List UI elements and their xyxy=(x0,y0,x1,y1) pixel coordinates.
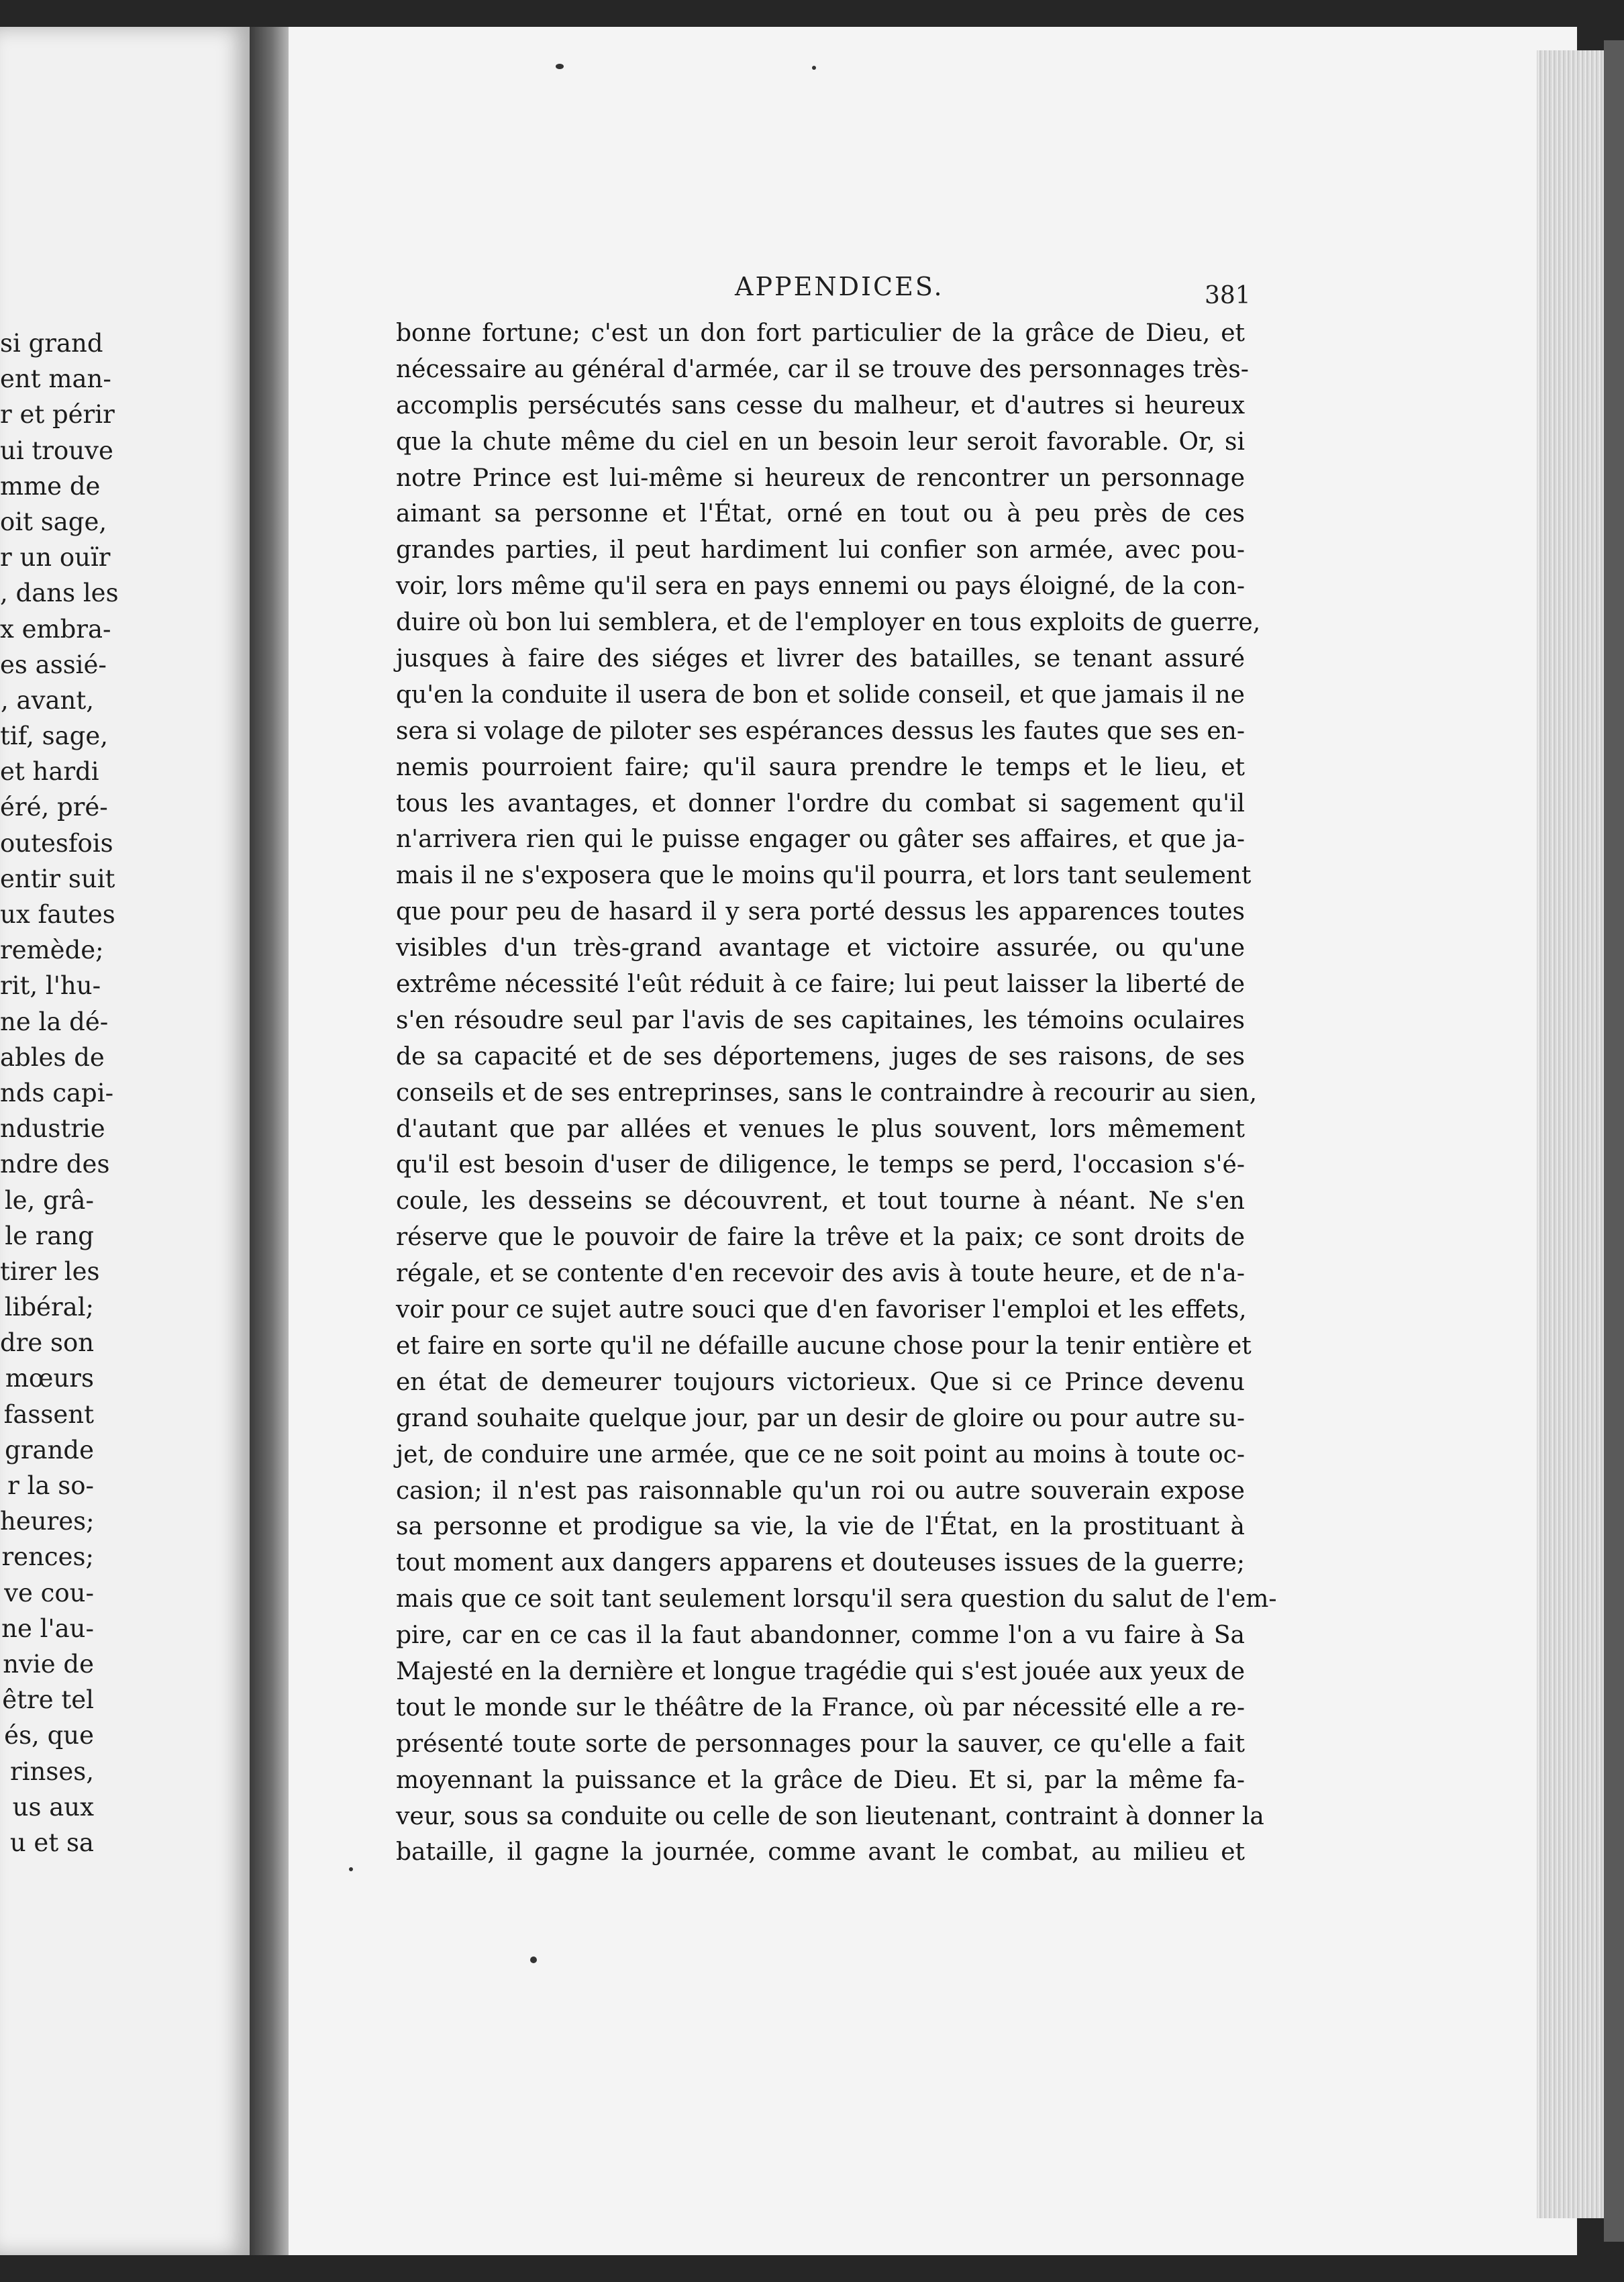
page-edges xyxy=(1537,50,1604,2218)
text-line: mais que ce soit tant seulement lorsqu'il sera question du salut de l'em- xyxy=(396,1585,1277,1614)
text-line: notre Prince est lui-même si heureux de rencontrer un personnage xyxy=(396,464,1245,492)
left-page-line: le, grâ- xyxy=(4,1185,94,1215)
left-page-line: éré, pré- xyxy=(0,793,108,822)
left-page-line: entir suit xyxy=(0,864,115,893)
left-page-line: us aux xyxy=(12,1792,94,1822)
text-line: que la chute même du ciel en un besoin leur seroit favorable. Or, si xyxy=(396,428,1245,456)
left-page-line: r un ouïr xyxy=(0,543,111,573)
text-line: jusques à faire des siéges et livrer des batailles, se tenant assuré xyxy=(396,645,1245,673)
text-line: nemis pourroient faire; qu'il saura prendre le temps et le lieu, et xyxy=(396,753,1245,781)
text-line: qu'en la conduite il usera de bon et solide conseil, et que jamais il ne xyxy=(396,681,1245,709)
text-line: en état de demeurer toujours victorieux. Que si ce Prince devenu xyxy=(396,1368,1245,1396)
text-line: de sa capacité et de ses déportemens, juges de ses raisons, de ses xyxy=(396,1042,1245,1071)
left-page-line: ne l'au- xyxy=(1,1614,94,1643)
left-page-line: le rang xyxy=(5,1221,94,1250)
left-page-line: dre son xyxy=(0,1328,95,1358)
left-page-line: r et périr xyxy=(0,400,115,430)
left-page-line: rinses, xyxy=(10,1756,94,1786)
text-line: tout le monde sur le théâtre de la France, où par nécessité elle a re- xyxy=(396,1693,1245,1722)
edge-shadow xyxy=(1604,40,1624,2242)
text-line: d'autant que par allées et venues le plus souvent, lors mêmement xyxy=(396,1115,1245,1143)
text-line: Majesté en la dernière et longue tragédie qui s'est jouée aux yeux de xyxy=(396,1657,1245,1685)
text-line: tout moment aux dangers apparens et douteuses issues de la guerre; xyxy=(396,1549,1245,1577)
text-line: qu'il est besoin d'user de diligence, le temps se perd, l'occasion s'é- xyxy=(396,1151,1245,1179)
left-page-line: mme de xyxy=(0,471,101,501)
ink-speck xyxy=(530,1956,537,1963)
text-line: conseils et de ses entreprinses, sans le contraindre à recourir au sien, xyxy=(396,1079,1258,1107)
text-line: mais il ne s'exposera que le moins qu'il pourra, et lors tant seulement xyxy=(396,862,1252,890)
text-line: duire où bon lui semblera, et de l'employer en tous exploits de guerre, xyxy=(396,609,1261,637)
left-page-line: ables de xyxy=(0,1042,105,1072)
left-page-line: ndre des xyxy=(0,1150,110,1179)
left-page-line: fassent xyxy=(3,1399,94,1429)
text-line: casion; il n'est pas raisonnable qu'un roi ou autre souverain expose xyxy=(396,1477,1245,1505)
running-head: APPENDICES. xyxy=(735,272,944,301)
text-line: voir pour ce sujet autre souci que d'en favoriser l'emploi et les effets, xyxy=(396,1296,1247,1324)
text-line: s'en résoudre seul par l'avis de ses capitaines, les témoins oculaires xyxy=(396,1006,1245,1034)
text-line: et faire en sorte qu'il ne défaille aucune chose pour la tenir entière et xyxy=(396,1332,1252,1360)
text-line: aimant sa personne et l'État, orné en tout ou à peu près de ces xyxy=(396,500,1245,528)
left-page-line: ent man- xyxy=(0,364,111,394)
left-page-text xyxy=(0,326,119,1861)
left-page-line: nvie de xyxy=(3,1649,94,1679)
text-line: que pour peu de hasard il y sera porté dessus les apparences toutes xyxy=(396,898,1245,926)
left-page-line: ndustrie xyxy=(0,1114,105,1144)
text-line: bonne fortune; c'est un don fort particulier de la grâce de Dieu, et xyxy=(396,319,1245,347)
page-number: 381 xyxy=(1205,282,1251,309)
text-line: voir, lors même qu'il sera en pays ennemi ou pays éloigné, de la con- xyxy=(396,573,1245,601)
left-page-line: remède; xyxy=(0,936,104,965)
left-page-line: tirer les xyxy=(0,1256,100,1286)
text-line: coule, les desseins se découvrent, et tout tourne à néant. Ne s'en xyxy=(396,1187,1245,1216)
left-page xyxy=(0,27,250,2255)
left-page-line: r la so- xyxy=(7,1471,94,1500)
left-page-line: être tel xyxy=(2,1685,94,1715)
left-page-line: , dans les xyxy=(0,579,119,608)
text-line: veur, sous sa conduite ou celle de son lieutenant, contraint à donner la xyxy=(396,1802,1264,1830)
left-page-line: mœurs xyxy=(5,1364,94,1393)
book-gutter xyxy=(250,27,290,2255)
text-line: nécessaire au général d'armée, car il se trouve des personnages très- xyxy=(396,355,1249,383)
left-page-line: heures; xyxy=(0,1507,95,1536)
left-page-line: rences; xyxy=(1,1542,94,1572)
ink-speck xyxy=(556,64,564,69)
text-line: réserve que le pouvoir de faire la trêve et la paix; ce sont droits de xyxy=(396,1224,1245,1252)
left-page-line: ux fautes xyxy=(0,900,115,929)
text-line: moyennant la puissance et la grâce de Dieu. Et si, par la même fa- xyxy=(396,1766,1245,1794)
left-page-line: libéral; xyxy=(4,1293,94,1322)
text-line: sa personne et prodigue sa vie, la vie de l'État, en la prostituant à xyxy=(396,1513,1245,1541)
left-page-line: és, que xyxy=(4,1721,94,1750)
left-page-line: tif, sage, xyxy=(0,722,108,751)
text-line: grand souhaite quelque jour, par un desir de gloire ou pour autre su- xyxy=(396,1404,1245,1432)
text-line: n'arrivera rien qui le puisse engager ou gâter ses affaires, et que ja- xyxy=(396,826,1245,854)
text-line: jet, de conduire une armée, que ce ne soit point au moins à toute oc- xyxy=(396,1440,1245,1469)
left-page-line: si grand xyxy=(0,329,103,358)
text-line: visibles d'un très-grand avantage et victoire assurée, ou qu'une xyxy=(396,934,1245,962)
left-page-line: ui trouve xyxy=(0,436,113,465)
text-line: accomplis persécutés sans cesse du malheur, et d'autres si heureux xyxy=(396,391,1245,419)
text-line: grandes parties, il peut hardiment lui confier son armée, avec pou- xyxy=(396,536,1245,564)
ink-speck xyxy=(812,66,816,70)
left-page-line: es assié- xyxy=(0,650,107,679)
left-page-line: u et sa xyxy=(9,1828,94,1857)
text-line: régale, et se contente d'en recevoir des avis à toute heure, et de n'a- xyxy=(396,1260,1245,1288)
left-page-line: et hardi xyxy=(0,757,99,787)
left-page-line: nds capi- xyxy=(0,1078,114,1107)
body-text xyxy=(396,315,1277,1871)
left-page-line: oit sage, xyxy=(0,507,107,536)
left-page-line: rit, l'hu- xyxy=(0,971,101,1001)
text-line: présenté toute sorte de personnages pour la sauver, ce qu'elle a fait xyxy=(396,1730,1245,1758)
left-page-line: ve cou- xyxy=(4,1578,94,1607)
left-page-line: outesfois xyxy=(0,828,113,858)
text-line: sera si volage de piloter ses espérances dessus les fautes que ses en- xyxy=(396,717,1245,745)
text-line: extrême nécessité l'eût réduit à ce faire; lui peut laisser la liberté de xyxy=(396,971,1245,999)
ink-speck xyxy=(349,1867,353,1871)
text-line: pire, car en ce cas il la faut abandonner, comme l'on a vu faire à Sa xyxy=(396,1622,1245,1650)
left-page-line: ne la dé- xyxy=(0,1007,109,1036)
text-line: bataille, il gagne la journée, comme avant le combat, au milieu et xyxy=(396,1838,1245,1867)
left-page-line: x embra- xyxy=(0,614,111,644)
left-page-line: grande xyxy=(5,1435,94,1465)
left-page-line: , avant, xyxy=(0,685,94,715)
text-line: tous les avantages, et donner l'ordre du combat si sagement qu'il xyxy=(396,789,1245,817)
